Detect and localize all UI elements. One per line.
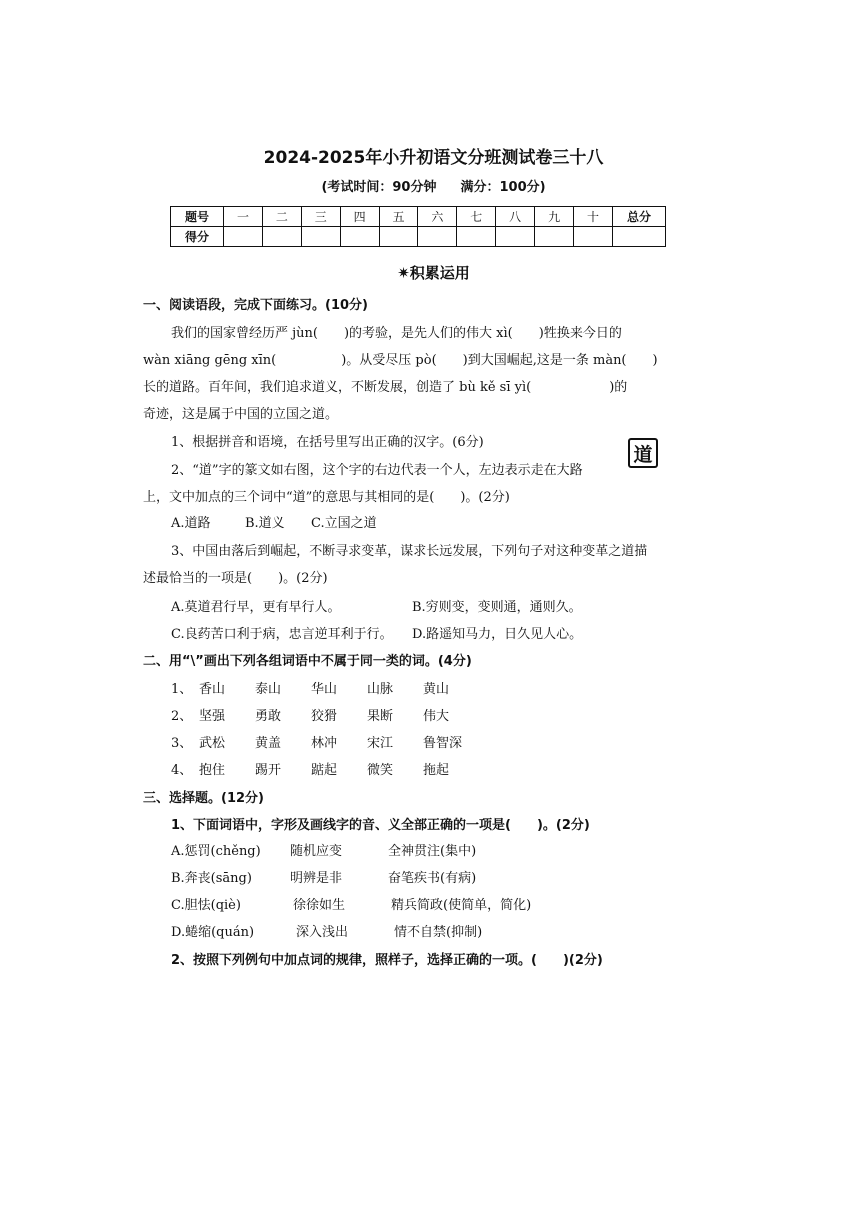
q2-word[interactable]: 伟大 [423, 709, 450, 724]
q3-option-word: 全神贯注(集中) [388, 844, 477, 859]
score-cell[interactable] [496, 227, 535, 247]
q3-sub1: 1、下面词语中，字形及画线字的音、义全部正确的一项是( )。(2分) [171, 818, 590, 833]
q3-heading: 三、选择题。(12分) [143, 791, 264, 806]
q1-para-line: 奇迹，这是属于中国的立国之道。 [143, 407, 339, 422]
q1-sub3-option: D.路遥知马力，日久见人心。 [412, 627, 583, 642]
exam-time: (考试时间：90分钟 [321, 180, 437, 195]
q2-word-row [171, 759, 479, 778]
score-cell[interactable] [457, 227, 496, 247]
q2-word[interactable]: 山脉 [367, 682, 394, 697]
score-header-cell: 四 [340, 207, 379, 227]
q2-heading: 二、用“\”画出下列各组词语中不属于同一类的词。(4分) [143, 654, 472, 669]
score-cell[interactable] [262, 227, 301, 247]
q2-word[interactable]: 武松 [199, 736, 226, 751]
exam-title: 2024-2025年小升初语文分班测试卷三十八 [263, 148, 604, 168]
score-table [170, 206, 666, 247]
q2-word-row [171, 678, 479, 697]
zhuan-character-image: 道 [628, 438, 658, 468]
q2-word[interactable]: 抱住 [199, 763, 226, 778]
score-cell[interactable] [574, 227, 613, 247]
q3-option-word: 徐徐如生 [293, 898, 346, 913]
q1-sub3-line: 3、中国由落后到崛起，不断寻求变革，谋求长远发展，下列句子对这种变革之道描 [171, 544, 648, 559]
q2-word[interactable]: 鲁智深 [423, 736, 463, 751]
q3-option-word: D.蜷缩(quán) [171, 925, 255, 940]
q1-para-line: 我们的国家曾经历严 jùn( )的考验，是先人们的伟大 xì( )牲换来今日的 [171, 326, 622, 341]
score-header-cell: 总分 [613, 207, 666, 227]
q2-word[interactable]: 勇敢 [255, 709, 282, 724]
section-banner: ✷积累运用 [397, 264, 470, 282]
exam-full-score: 满分：100分) [460, 180, 546, 195]
q1-sub2-option: C.立国之道 [311, 516, 377, 531]
q3-option-word: B.奔丧(sāng) [171, 871, 252, 886]
score-cell[interactable] [418, 227, 457, 247]
q2-word[interactable]: 华山 [311, 682, 338, 697]
score-header-cell: 五 [379, 207, 418, 227]
q1-sub2-line: 2、“道”字的篆文如右图，这个字的右边代表一个人，左边表示走在大路 [171, 463, 583, 478]
q2-word[interactable]: 微笑 [367, 763, 394, 778]
q2-row-number: 1、 [171, 682, 193, 697]
q3-option-word: 随机应变 [290, 844, 343, 859]
q2-word[interactable]: 宋江 [367, 736, 394, 751]
q3-option-word: 精兵简政(使简单，简化) [391, 898, 532, 913]
q3-option-word: A.惩罚(chěng) [171, 844, 261, 859]
q2-word[interactable]: 泰山 [255, 682, 282, 697]
score-header-cell: 七 [457, 207, 496, 227]
q3-option-word: 奋笔疾书(有病) [388, 871, 477, 886]
exam-subtitle [0, 176, 867, 195]
q2-word[interactable]: 坚强 [199, 709, 226, 724]
q1-sub3-line: 述最恰当的一项是( )。(2分) [143, 571, 328, 586]
score-header-cell: 六 [418, 207, 457, 227]
q1-sub3-option: B.穷则变，变则通，通则久。 [412, 600, 582, 615]
score-table-header-row [171, 207, 666, 227]
q3-sub2: 2、按照下列例句中加点词的规律，照样子，选择正确的一项。( )(2分) [171, 953, 603, 968]
score-table-score-row [171, 227, 666, 247]
q2-word[interactable]: 林冲 [311, 736, 338, 751]
q2-word[interactable]: 踢开 [255, 763, 282, 778]
q1-sub3-option: A.莫道君行早，更有早行人。 [171, 600, 341, 615]
q1-para-line: 长的道路。百年间，我们追求道义，不断发展，创造了 bù kě sī yì( )的 [143, 380, 628, 395]
score-header-cell: 八 [496, 207, 535, 227]
score-cell[interactable] [535, 227, 574, 247]
q2-word[interactable]: 黄盖 [255, 736, 282, 751]
q2-word-row [171, 705, 479, 724]
q2-word[interactable]: 果断 [367, 709, 394, 724]
q1-sub1: 1、根据拼音和语境，在括号里写出正确的汉字。(6分) [171, 435, 484, 450]
score-header-cell: 题号 [171, 207, 224, 227]
q1-para-line: wàn xiāng gēng xīn( )。从受尽压 pò( )到大国崛起,这是一条 màn( ) [143, 353, 658, 368]
q2-word[interactable]: 拖起 [423, 763, 450, 778]
score-header-cell: 十 [574, 207, 613, 227]
q3-option-word: 情不自禁(抑制) [394, 925, 483, 940]
score-row-label: 得分 [171, 227, 224, 247]
q1-sub3-option: C.良药苦口利于病，忠言逆耳利于行。 [171, 627, 393, 642]
score-header-cell: 二 [262, 207, 301, 227]
score-cell[interactable] [301, 227, 340, 247]
q2-word[interactable]: 狡猾 [311, 709, 338, 724]
q1-sub2-option: A.道路 [171, 516, 211, 531]
q2-row-number: 3、 [171, 736, 193, 751]
q2-word[interactable]: 踮起 [311, 763, 338, 778]
score-header-cell: 三 [301, 207, 340, 227]
q2-row-number: 2、 [171, 709, 193, 724]
q3-option-word: 深入浅出 [296, 925, 349, 940]
q2-word[interactable]: 黄山 [423, 682, 450, 697]
q1-heading: 一、阅读语段，完成下面练习。(10分) [143, 298, 368, 313]
q3-option-word: C.胆怯(qiè) [171, 898, 241, 913]
score-header-cell: 九 [535, 207, 574, 227]
score-cell[interactable] [613, 227, 666, 247]
q1-sub2-option: B.道义 [245, 516, 285, 531]
score-cell[interactable] [379, 227, 418, 247]
score-cell[interactable] [340, 227, 379, 247]
q2-word-row [171, 732, 479, 751]
q2-word[interactable]: 香山 [199, 682, 226, 697]
score-header-cell: 一 [224, 207, 263, 227]
score-cell[interactable] [224, 227, 263, 247]
q3-option-word: 明辨是非 [290, 871, 343, 886]
q2-row-number: 4、 [171, 763, 193, 778]
q1-sub2-line: 上，文中加点的三个词中“道”的意思与其相同的是( )。(2分) [143, 490, 510, 505]
